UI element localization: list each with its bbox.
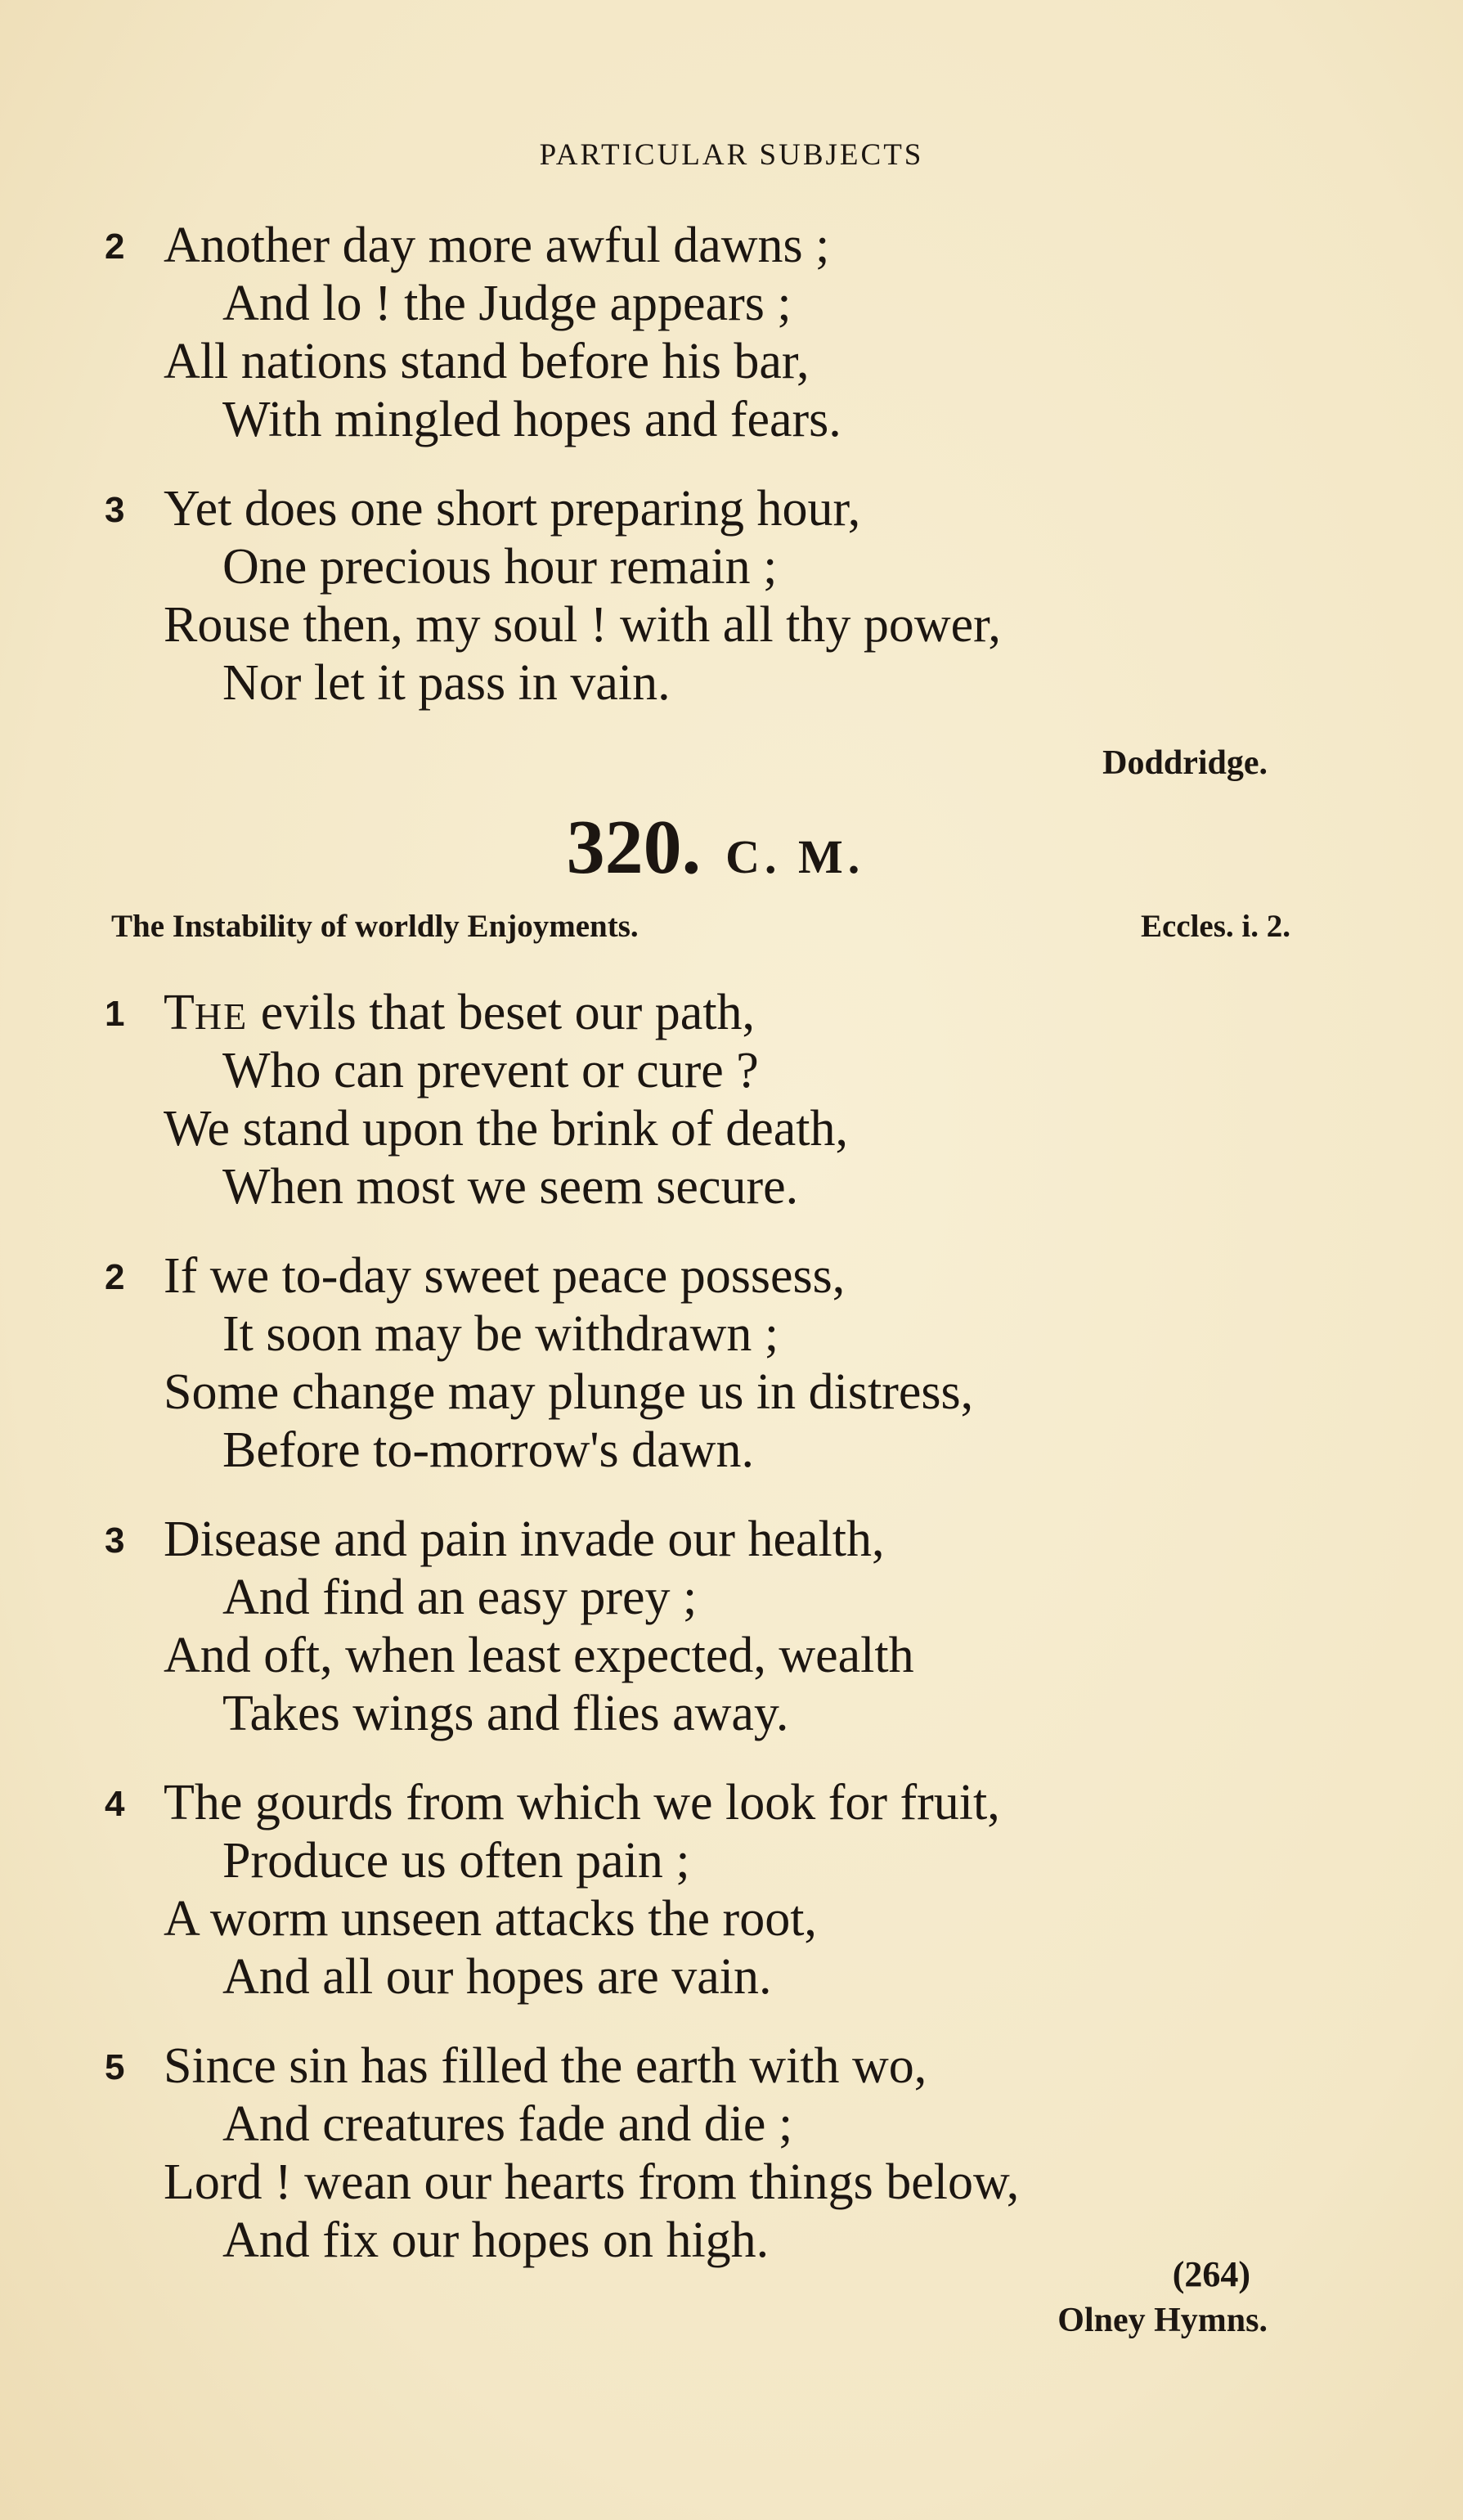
author-attribution: Olney Hymns. (1057, 2302, 1268, 2339)
verse-text: If we to-day sweet peace possess, (164, 1248, 846, 1304)
stanza (105, 2037, 1268, 2270)
author-attribution: Doddridge. (1102, 744, 1268, 782)
verse-text: Since sin has filled the earth with wo, (164, 2038, 927, 2094)
verse-line: When most we seem secure. (222, 1159, 799, 1215)
verse-line: And all our hopes are vain. (222, 1949, 772, 2005)
hymn-number: 320. (566, 805, 702, 890)
verse-line: And fix our hopes on high. (222, 2212, 770, 2268)
stanza (105, 1247, 1268, 1480)
stanza-number: 4 (105, 1784, 125, 1824)
verse-line: And creatures fade and die ; (222, 2096, 793, 2152)
stanza-number: 3 (105, 490, 125, 530)
verse-line (105, 1247, 1268, 1305)
verse-text: Yet does one short preparing hour, (164, 481, 861, 537)
verse-line: It soon may be withdrawn ; (222, 1306, 779, 1362)
page-number: (264) (1172, 2254, 1250, 2294)
verse-text: Disease and pain invade our health, (164, 1512, 885, 1567)
scripture-reference: Eccles. i. 2. (1140, 909, 1290, 944)
verse-line: A worm unseen attacks the root, (164, 1891, 817, 1947)
small-caps: HE (194, 995, 249, 1037)
stanza-number: 3 (105, 1521, 125, 1561)
verse-line: One precious hour remain ; (222, 539, 778, 595)
hymn-subtitle (111, 908, 1290, 945)
stanza (105, 1774, 1268, 2006)
verse-line: Some change may plunge us in distress, (164, 1364, 974, 1420)
stanza (105, 1511, 1268, 1743)
hymn-subject: The Instability of worldly Enjoyments. (111, 909, 639, 944)
verse-line: And find an easy prey ; (222, 1570, 698, 1625)
stanza (105, 984, 1268, 1216)
verse-line: Nor let it pass in vain. (222, 655, 671, 711)
hymn-heading (164, 803, 1268, 892)
stanza-number: 2 (105, 1257, 125, 1297)
verse-line (105, 2037, 1268, 2096)
verse-line: Lord ! wean our hearts from things below, (164, 2154, 1020, 2210)
verse-text: Another day more awful dawns ; (164, 218, 830, 273)
hymn-body (105, 984, 1268, 2340)
verse-line: Produce us often pain ; (222, 1833, 690, 1889)
verse-text: evils that beset our path, (248, 985, 756, 1040)
verse-line: Before to-morrow's dawn. (222, 1422, 754, 1478)
stanza (105, 217, 1268, 449)
page-content (105, 217, 1290, 2340)
verse-line (105, 480, 1268, 538)
verse-line (105, 984, 1268, 1042)
running-header: PARTICULAR SUBJECTS (539, 138, 924, 172)
stanza-number: 1 (105, 994, 125, 1034)
stanza-number: 2 (105, 227, 125, 267)
previous-hymn (105, 217, 1268, 783)
verse-text: The gourds from which we look for fruit, (164, 1775, 1000, 1830)
verse-line: All nations stand before his bar, (164, 334, 810, 389)
hymn-meter: C. M. (725, 830, 865, 883)
verse-line: Who can prevent or cure ? (222, 1043, 759, 1098)
verse-line (105, 1511, 1268, 1569)
verse-line: Rouse then, my soul ! with all thy power, (164, 597, 1001, 653)
verse-line: With mingled hopes and fears. (222, 392, 841, 447)
initial-capital: T (164, 985, 195, 1040)
stanza-number: 5 (105, 2047, 125, 2087)
verse-line (105, 217, 1268, 275)
verse-line: And lo ! the Judge appears ; (222, 276, 792, 331)
verse-line: We stand upon the brink of death, (164, 1101, 848, 1157)
verse-line: Takes wings and flies away. (222, 1686, 789, 1741)
verse-line: And oft, when least expected, wealth (164, 1628, 914, 1683)
verse-line (105, 1774, 1268, 1832)
first-word (164, 985, 248, 1040)
stanza (105, 480, 1268, 712)
